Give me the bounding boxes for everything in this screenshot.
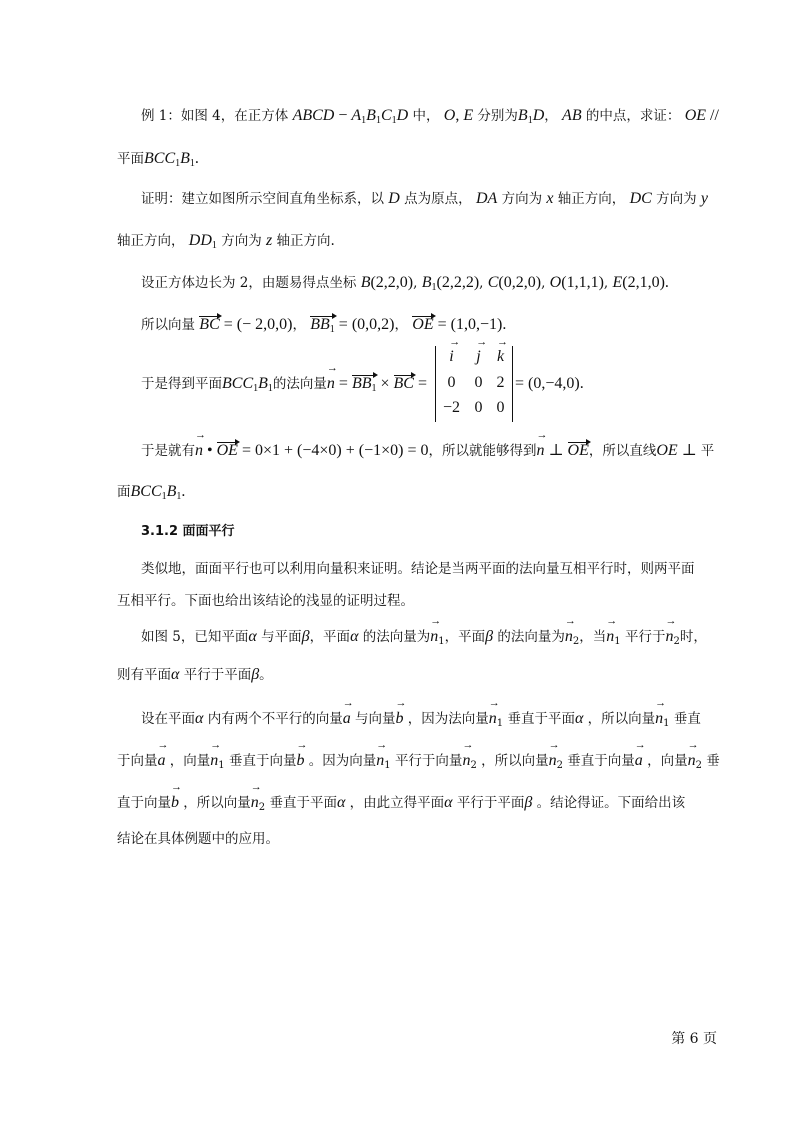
section-paragraph-3-line-4: 结论在具体例题中的应用。: [117, 831, 279, 847]
proof-text: 轴正方向，: [557, 191, 626, 207]
proof-text: 于是得到平面: [141, 376, 222, 392]
section-text: ，所以向量: [183, 795, 251, 811]
proof-text: 方向为: [656, 191, 697, 207]
section-text: ，当: [579, 629, 607, 645]
example-text: 中，: [412, 108, 440, 124]
section-paragraph-1-line-2: 互相平行。下面也给出该结论的浅显的证明过程。: [117, 593, 414, 609]
proof-normal-line: 于是得到平面$BCC_1B_1$的法向量→ $n = BB_1$ × BC =: [141, 374, 427, 394]
section-text: 与平面: [261, 629, 302, 645]
section-text: 时，: [679, 629, 707, 645]
proof-text: 于是就有: [141, 443, 195, 459]
section-text: 垂直于向量: [228, 753, 297, 769]
example-statement-line-2: 平面$BCC_1B_1$.: [117, 150, 199, 169]
section-text: 平行于: [624, 629, 666, 645]
proof-text: 轴正方向.: [276, 233, 335, 249]
section-text: ，向量: [647, 753, 688, 769]
section-text: ，由此立得平面: [349, 795, 445, 811]
section-heading: 3.1.2 面面平行: [141, 524, 235, 539]
section-text: ，平面: [444, 629, 486, 645]
determinant-matrix: → i → j → k 0 0 2 −2 0 0: [435, 346, 513, 422]
section-paragraph-2-line-2: 则有平面α 平行于平面β。: [117, 666, 273, 683]
proof-result-line-2: 面$BCC_1B_1$.: [117, 483, 186, 502]
example-statement-line-1: 例 1：如图 4，在正方体 ABCD − $A_1B_1C_1D$ 中， O, E 分别为$B_1D$， AB 的中点，求证： OE //: [141, 107, 719, 126]
section-text: 。因为向量: [308, 753, 377, 769]
section-text: 内有两个不平行的向量: [207, 711, 343, 727]
proof-text: ，所以就能够得到: [428, 443, 537, 459]
section-text: 如图 5，已知平面: [141, 629, 249, 645]
section-text: ，所以向量: [587, 711, 656, 727]
example-text: 分别为: [477, 108, 518, 124]
section-paragraph-2-line-1: 如图 5，已知平面α 与平面β，平面α 的法向量为→ $n_1$，平面β 的法向量为→ $n_2$，当→ $n_1$ 平行于→ $n_2$时，: [141, 627, 707, 647]
section-text: ，平面: [309, 629, 351, 645]
section-text: 平行于平面: [183, 667, 252, 683]
proof-text: 所以向量: [141, 317, 195, 333]
example-text: 平面: [117, 151, 144, 167]
example-text: 例 1：如图 4，在正方体: [141, 108, 289, 124]
section-text: 则有平面: [117, 667, 171, 683]
normal-result: = (0,−4,0).: [515, 375, 584, 392]
section-text: 的法向量为: [362, 629, 431, 645]
proof-vectors-line: 所以向量 BC = (− 2,0,0)， $BB_1 = (0,0,2)$， OE = (1,0,−1).: [141, 316, 507, 335]
page-number: 第 6 页: [671, 1031, 717, 1047]
section-paragraph-3-line-2: 于向量→ a ，向量→ $n_1$ 垂直于向量→ b 。因为向量→ $n_1$ 平行于向量→ $n_2$ ，所以向量→ $n_2$ 垂直于向量→ a ，向量→ $n_2$ 垂: [117, 751, 720, 771]
proof-text: 点为原点，: [404, 191, 472, 207]
section-text: 直于向量: [117, 795, 171, 811]
section-text: ，向量: [169, 753, 211, 769]
section-text: 垂直于向量: [567, 753, 635, 769]
proof-text: 设正方体边长为 2，由题易得点坐标: [141, 275, 357, 291]
proof-text: 面: [117, 484, 131, 500]
section-text: 的法向量为: [497, 629, 565, 645]
section-text: 。结论得证。下面给出该: [536, 795, 686, 811]
section-text: 与向量: [355, 711, 396, 727]
proof-text: 平: [700, 443, 715, 459]
section-paragraph-3-line-1: 设在平面α 内有两个不平行的向量→ a 与向量→ b ，因为法向量→ $n_1$ 垂直于平面α ，所以向量→ $n_1$ 垂直: [141, 709, 701, 729]
proof-line-1: 证明：建立如图所示空间直角坐标系，以 D 点为原点， DA 方向为 x 轴正方向， DC 方向为 y: [141, 190, 709, 207]
section-text: 垂直于平面: [269, 795, 337, 811]
section-text: 平行于向量: [394, 753, 463, 769]
section-text: 平行于平面: [456, 795, 525, 811]
proof-line-2: 轴正方向， $DD_1$ 方向为 z 轴正方向.: [117, 232, 335, 251]
proof-text: 轴正方向，: [117, 233, 185, 249]
proof-text: 方向为: [221, 233, 262, 249]
example-text: ，: [544, 108, 558, 124]
section-text: 垂直: [673, 711, 701, 727]
proof-text: 的法向量: [272, 376, 327, 392]
example-text: 的中点，求证：: [585, 108, 681, 124]
section-text: 设在平面: [141, 711, 195, 727]
section-text: 于向量: [117, 753, 158, 769]
section-paragraph-1-line-1: 类似地，面面平行也可以利用向量积来证明。结论是当两平面的法向量互相平行时，则两平面: [141, 561, 695, 577]
section-paragraph-3-line-3: 直于向量→ b ，所以向量→ $n_2$ 垂直于平面α ，由此立得平面α 平行于平面β 。结论得证。下面给出该: [117, 793, 685, 813]
section-text: 。: [259, 667, 273, 683]
proof-coordinates-line: 设正方体边长为 2，由题易得点坐标 B(2,2,0), $B_1(2,2,2)$, C(0,2,0), O(1,1,1), E(2,1,0).: [141, 274, 669, 293]
section-text: 垂直于平面: [507, 711, 575, 727]
proof-result-line-1: 于是就有→ n • OE = 0×1 + (−4×0) + (−1×0) = 0，所以就能够得到→ n ⊥ OE，所以直线OE ⊥ 平: [141, 441, 714, 461]
proof-text: 方向为: [501, 191, 543, 207]
proof-text: 证明：建立如图所示空间直角坐标系，以: [141, 191, 384, 207]
section-text: 垂: [706, 753, 720, 769]
proof-text: ，所以直线: [588, 443, 657, 459]
section-text: ，所以向量: [481, 753, 549, 769]
section-text: ，因为法向量: [407, 711, 489, 727]
